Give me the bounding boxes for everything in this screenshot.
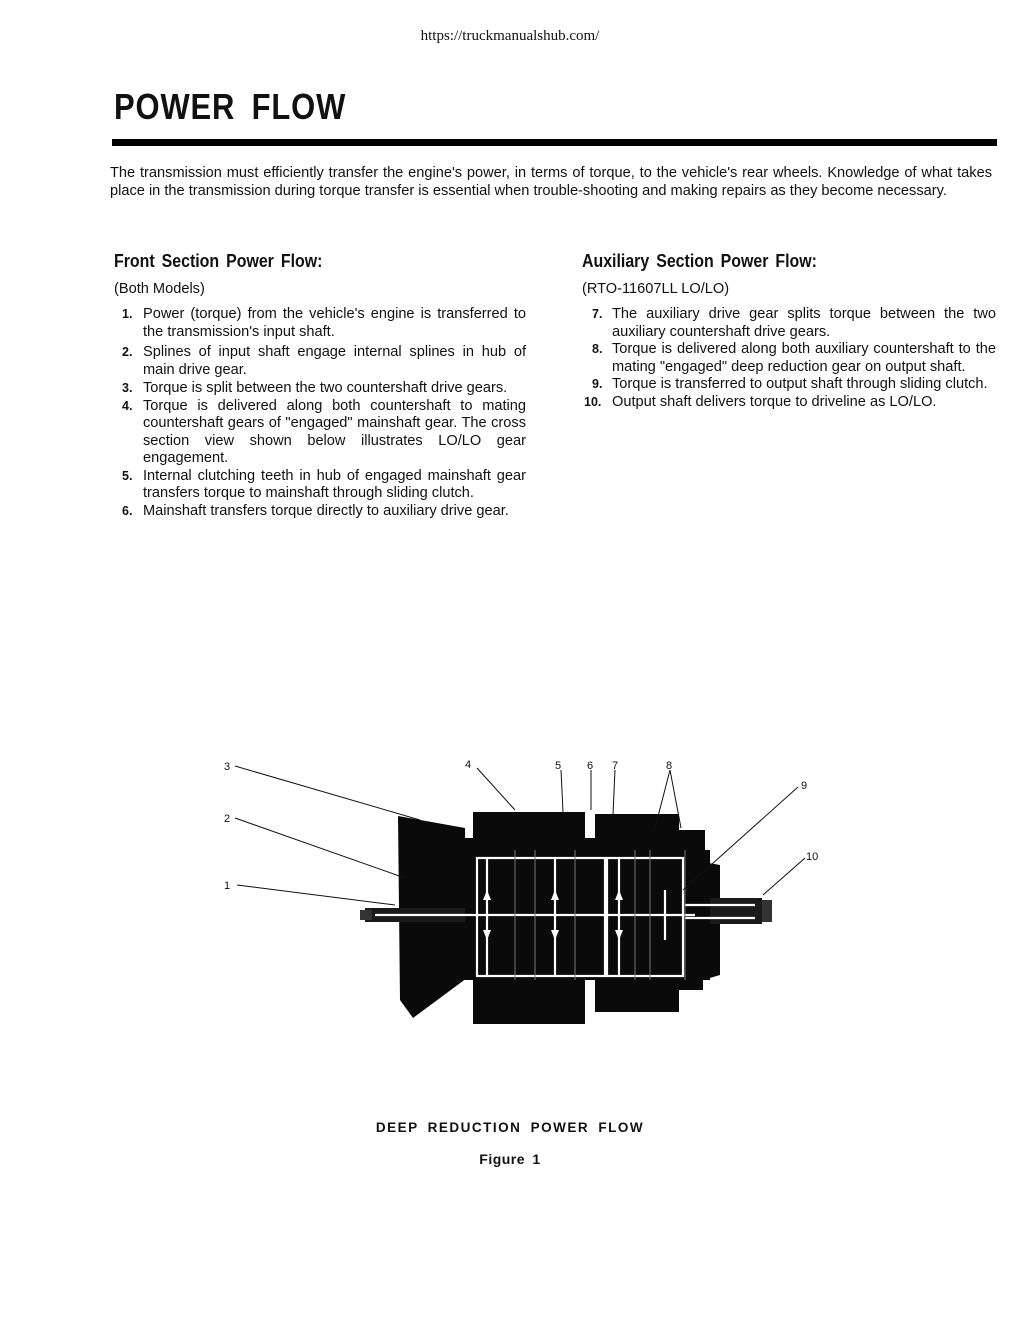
step-number: 3. [122,381,133,395]
title-rule [112,139,997,146]
aux-step-9 [582,376,996,394]
front-section-subheading: (Both Models) [114,281,205,297]
aux-step-10 [582,394,996,412]
aux-step-7 [582,306,996,341]
callout-7: 7 [612,760,619,772]
callout-10: 10 [806,851,819,863]
callout-3: 3 [224,761,231,773]
callout-4: 4 [465,759,472,771]
step-number: 8. [592,342,603,356]
aux-step-8 [582,341,996,376]
figure-label: Figure 1 [479,1151,541,1167]
step-number: 4. [122,398,133,413]
step-number: 9. [592,377,603,391]
step-text: Internal clutching teeth in hub of engaged mainshaft gear transfers torque to mainshaft through sliding clutch. [143,467,526,501]
step-text: Splines of input shaft engage internal splines in hub of main drive gear. [143,344,526,378]
source-url: https://truckmanualshub.com/ [420,28,600,44]
front-step-1 [114,306,526,341]
step-text: Output shaft delivers torque to driveline as LO/LO. [612,393,937,410]
transmission-cross-section-figure [215,750,835,1040]
front-step-3 [114,380,526,398]
front-step-5 [114,468,526,503]
front-step-4 [114,398,526,468]
auxiliary-section-heading: Auxiliary Section Power Flow: [582,250,817,271]
front-section [114,250,526,520]
step-text: Torque is split between the two countershaft drive gears. [143,380,508,396]
callout-2: 2 [224,813,231,825]
auxiliary-section-subheading: (RTO-11607LL LO/LO) [582,281,730,297]
callout-5: 5 [555,760,562,772]
callout-8: 8 [666,760,673,772]
step-number: 1. [122,307,133,321]
auxiliary-section [582,250,996,411]
front-step-6 [114,503,526,521]
callout-6: 6 [587,760,594,772]
figure-caption: DEEP REDUCTION POWER FLOW [375,1120,645,1135]
step-number: 10. [584,394,602,409]
step-text: Torque is delivered along both countershaft to mating countershaft gears of "engaged" mainshaft gear. The cross section view shown below illustrates LO/LO gear engagement. [143,397,526,466]
page-title: POWER FLOW [114,86,347,127]
callout-1: 1 [224,880,231,892]
step-number: 7. [592,307,603,321]
step-number: 6. [122,503,133,518]
step-text: Power (torque) from the vehicle's engine is transferred to the transmission's input shaft. [143,306,526,340]
front-step-2 [114,344,526,379]
auxiliary-steps [582,306,996,411]
intro-paragraph: The transmission must efficiently transfer the engine's power, in terms of torque, to the vehicle's rear wheels. Knowledge of what takes place in the transmission during torque transfer is essential when trouble-shooting and making repairs as they become necessary. [110,165,992,199]
step-text: Torque is transferred to output shaft through sliding clutch. [612,376,988,392]
callout-9: 9 [801,780,808,792]
step-text: Torque is delivered along both auxiliary countershaft to the mating "engaged" deep reduction gear on output shaft. [612,341,996,375]
step-text: The auxiliary drive gear splits torque between the two auxiliary countershaft drive gears. [612,306,996,340]
front-section-heading: Front Section Power Flow: [114,250,323,271]
front-steps [114,306,526,520]
step-text: Mainshaft transfers torque directly to auxiliary drive gear. [143,502,509,519]
step-number: 5. [122,468,133,483]
step-number: 2. [122,345,133,359]
